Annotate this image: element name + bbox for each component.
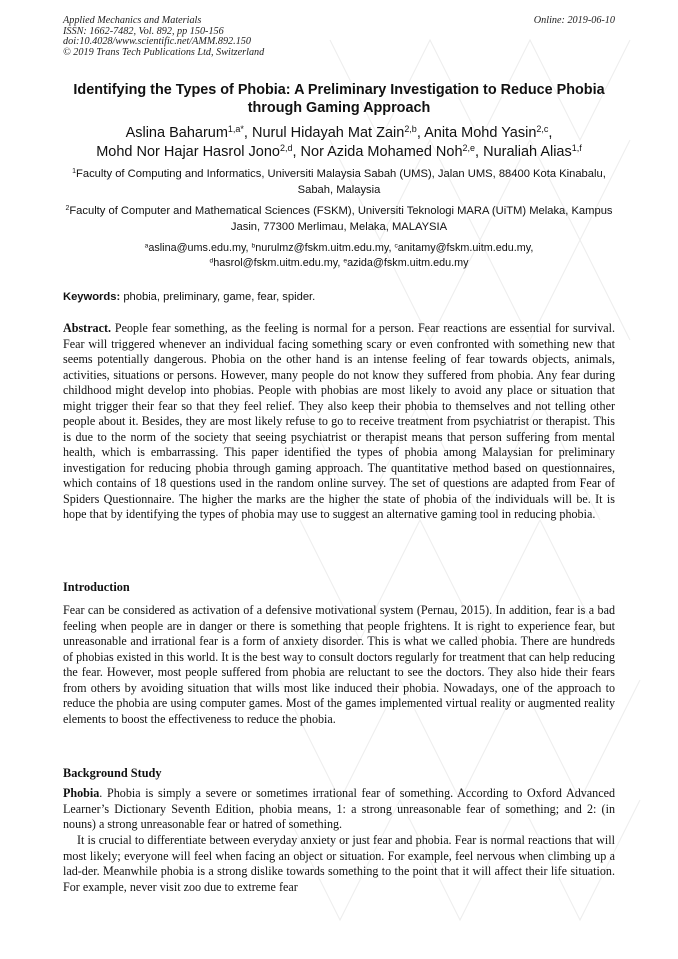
affiliation-text: Faculty of Computer and Mathematical Sciences (FSKM), Universiti Teknologi MARA (UiTM) Melaka, Kampus Jasin, 77300 Merlimau, Melaka, MALAYSIA (69, 205, 613, 233)
author-name: Nor Azida Mohamed Noh (300, 144, 463, 160)
author-affiliation-marker: 2,c (536, 124, 549, 135)
keywords-text: phobia, preliminary, game, fear, spider. (123, 291, 316, 303)
abstract-paragraph (63, 321, 615, 523)
email-address[interactable]: anitamy@fskm.uitm.edu.my (397, 242, 531, 254)
background-paragraph-1 (63, 786, 615, 833)
introduction-heading: Introduction (63, 580, 130, 594)
email-marker: b (251, 242, 256, 250)
affiliation-2 (60, 204, 618, 235)
author-name: Anita Mohd Yasin (424, 125, 537, 141)
affiliation-marker: 1 (72, 168, 77, 176)
author-affiliation-marker: 1,a* (227, 124, 244, 135)
online-date: Online: 2019-06-10 (533, 15, 615, 26)
author-name: Nurul Hidayah Mat Zain (251, 125, 405, 141)
phobia-term: Phobia (63, 786, 100, 800)
paper-title: Identifying the Types of Phobia: A Preliminary Investigation to Reduce Phobia through Gaming Approach (73, 82, 605, 116)
email-address[interactable]: hasrol@fskm.uitm.edu.my (213, 256, 338, 269)
affiliation-text: Faculty of Computing and Informatics, Universiti Malaysia Sabah (UMS), Jalan UMS, 88400 Kota Kinabalu, Sabah, Malaysia (76, 168, 606, 196)
phobia-definition-text: . Phobia is simply a severe or sometimes irrational fear of something. According to Oxford Advanced Learner’s Dictionary Seventh Edition, phobia means, 1: a strong unreasonable fear of something; and 2: (in nouns) a strong unreasonable fear or hatred of something. (63, 786, 615, 831)
author-name: Aslina Baharum (125, 125, 228, 141)
email-marker: c (394, 242, 398, 250)
journal-name: Applied Mechanics and Materials (63, 15, 202, 26)
affiliation-marker: 2 (65, 205, 70, 213)
author-affiliation-marker: 2,b (404, 124, 417, 135)
affiliation-1 (60, 167, 618, 198)
author-name: Mohd Nor Hajar Hasrol Jono (96, 144, 280, 160)
journal-header (63, 16, 264, 58)
introduction-paragraph: Fear can be considered as activation of a defensive motivational system (Pernau, 2015). In addition, fear is a bad feeling when people are in danger or there is something that people frightens. It is right to experience fear, but unreasonable and irrational fear is a form of anxiety disorder. This is what we called phobia. There are hundreds of phobias existed in this world. It is the best way to consult doctors regularly for treatment that can help reducing the fear. However, most people suffered from phobia are reluctant to see the doctors. They also hide their fears from others by avoiding situation that wills most like induced their phobia. Nowadays, one of the approach to reduce the phobia are using computer games. Most of the games implemented virtual reality or augmented reality elements to boost the effectiveness to reduce the phobia. (63, 603, 615, 726)
issn-line: ISSN: 1662-7482, Vol. 892, pp 150-156 (63, 25, 224, 37)
author-affiliation-marker: 1,f (571, 143, 582, 154)
email-marker: d (209, 256, 214, 264)
abstract-label: Abstract. (63, 321, 112, 335)
abstract-text: People fear something, as the feeling is normal for a person. Fear reactions are essential for survival. Fear will triggered whenever an individual facing something scary or even confronted with something new that seems potentially dangerous. Phobia on the other hand is an intense feeling of fear towards objects, animals, activities, situations or persons. However, many people do not know they suffered from phobia. Any fear during childhood might develop into phobias. People with phobias are most likely to avoid any place or situation that might trigger their fear so that they feel relief. They also keep their phobia to themselves and not telling other people about it. Besides, they are most likely refuse to go to receive treatment from psychiatrist or therapist. This is due to the norm of the society that seeing psychiatrist or therapist means that person suffering from mental health, which is embarrassing. This paper identified the types of phobia among Malaysian for preliminary investigation for reducing phobia through gaming approach. The quantitative method based on questionnaires, which contains of 18 questions used in the random online survey. The set of questions are adapted from Fear of Spiders Questionnaire. The higher the marks are the higher the state of phobia of the individuals will be. It is hope that by identifying the types of phobia may use to suggest an alternative gaming tool in reducing phobia. (63, 321, 615, 521)
email-address[interactable]: nurulmz@fskm.uitm.edu.my (255, 242, 389, 254)
background-heading: Background Study (63, 766, 162, 780)
author-list: Aslina Baharum$^{1,a*}$, Nurul Hidayah Mat Zain$^{2,b}$, Anita Mohd Yasin$^{2,c}$, Mohd Nor Hajar Hasrol Jono$^{2,d}$, Nor Azida Mohamed Noh$^{2,e}$, Nuraliah Alias$^{1,f}$ (96, 124, 582, 160)
background-paragraph-2: It is crucial to differentiate between everyday anxiety or just fear and phobia. Fear is normal reactions that will most likely; everyone will feel when facing an object or situation. For example, feel nervous when climbing up a lad-der. Meanwhile phobia is a strong dislike towards something to the point that it will affect their life situation. For example, never visit zoo due to extreme fear (63, 833, 615, 894)
email-marker: a (144, 242, 149, 250)
author-affiliation-marker: 2,d (279, 143, 293, 154)
keywords-label: Keywords: (63, 291, 121, 303)
author-name: Nuraliah Alias (483, 144, 572, 160)
keywords-line (63, 290, 615, 304)
email-marker: e (343, 256, 348, 264)
email-address[interactable]: aslina@ums.edu.my (148, 242, 246, 254)
copyright-line: © 2019 Trans Tech Publications Ltd, Switzerland (63, 46, 265, 58)
author-affiliation-marker: 2,e (462, 143, 476, 154)
author-emails: $^a$aslina@ums.edu.my, $^b$nurulmz@fskm.uitm.edu.my, $^c$anitamy@fskm.uitm.edu.my, $^d$hasrol@fskm.uitm.edu.my, $^e$azida@fskm.uitm.edu.my (144, 242, 534, 269)
doi-line: doi:10.4028/www.scientific.net/AMM.892.150 (63, 36, 251, 48)
email-address[interactable]: azida@fskm.uitm.edu.my (347, 256, 469, 269)
